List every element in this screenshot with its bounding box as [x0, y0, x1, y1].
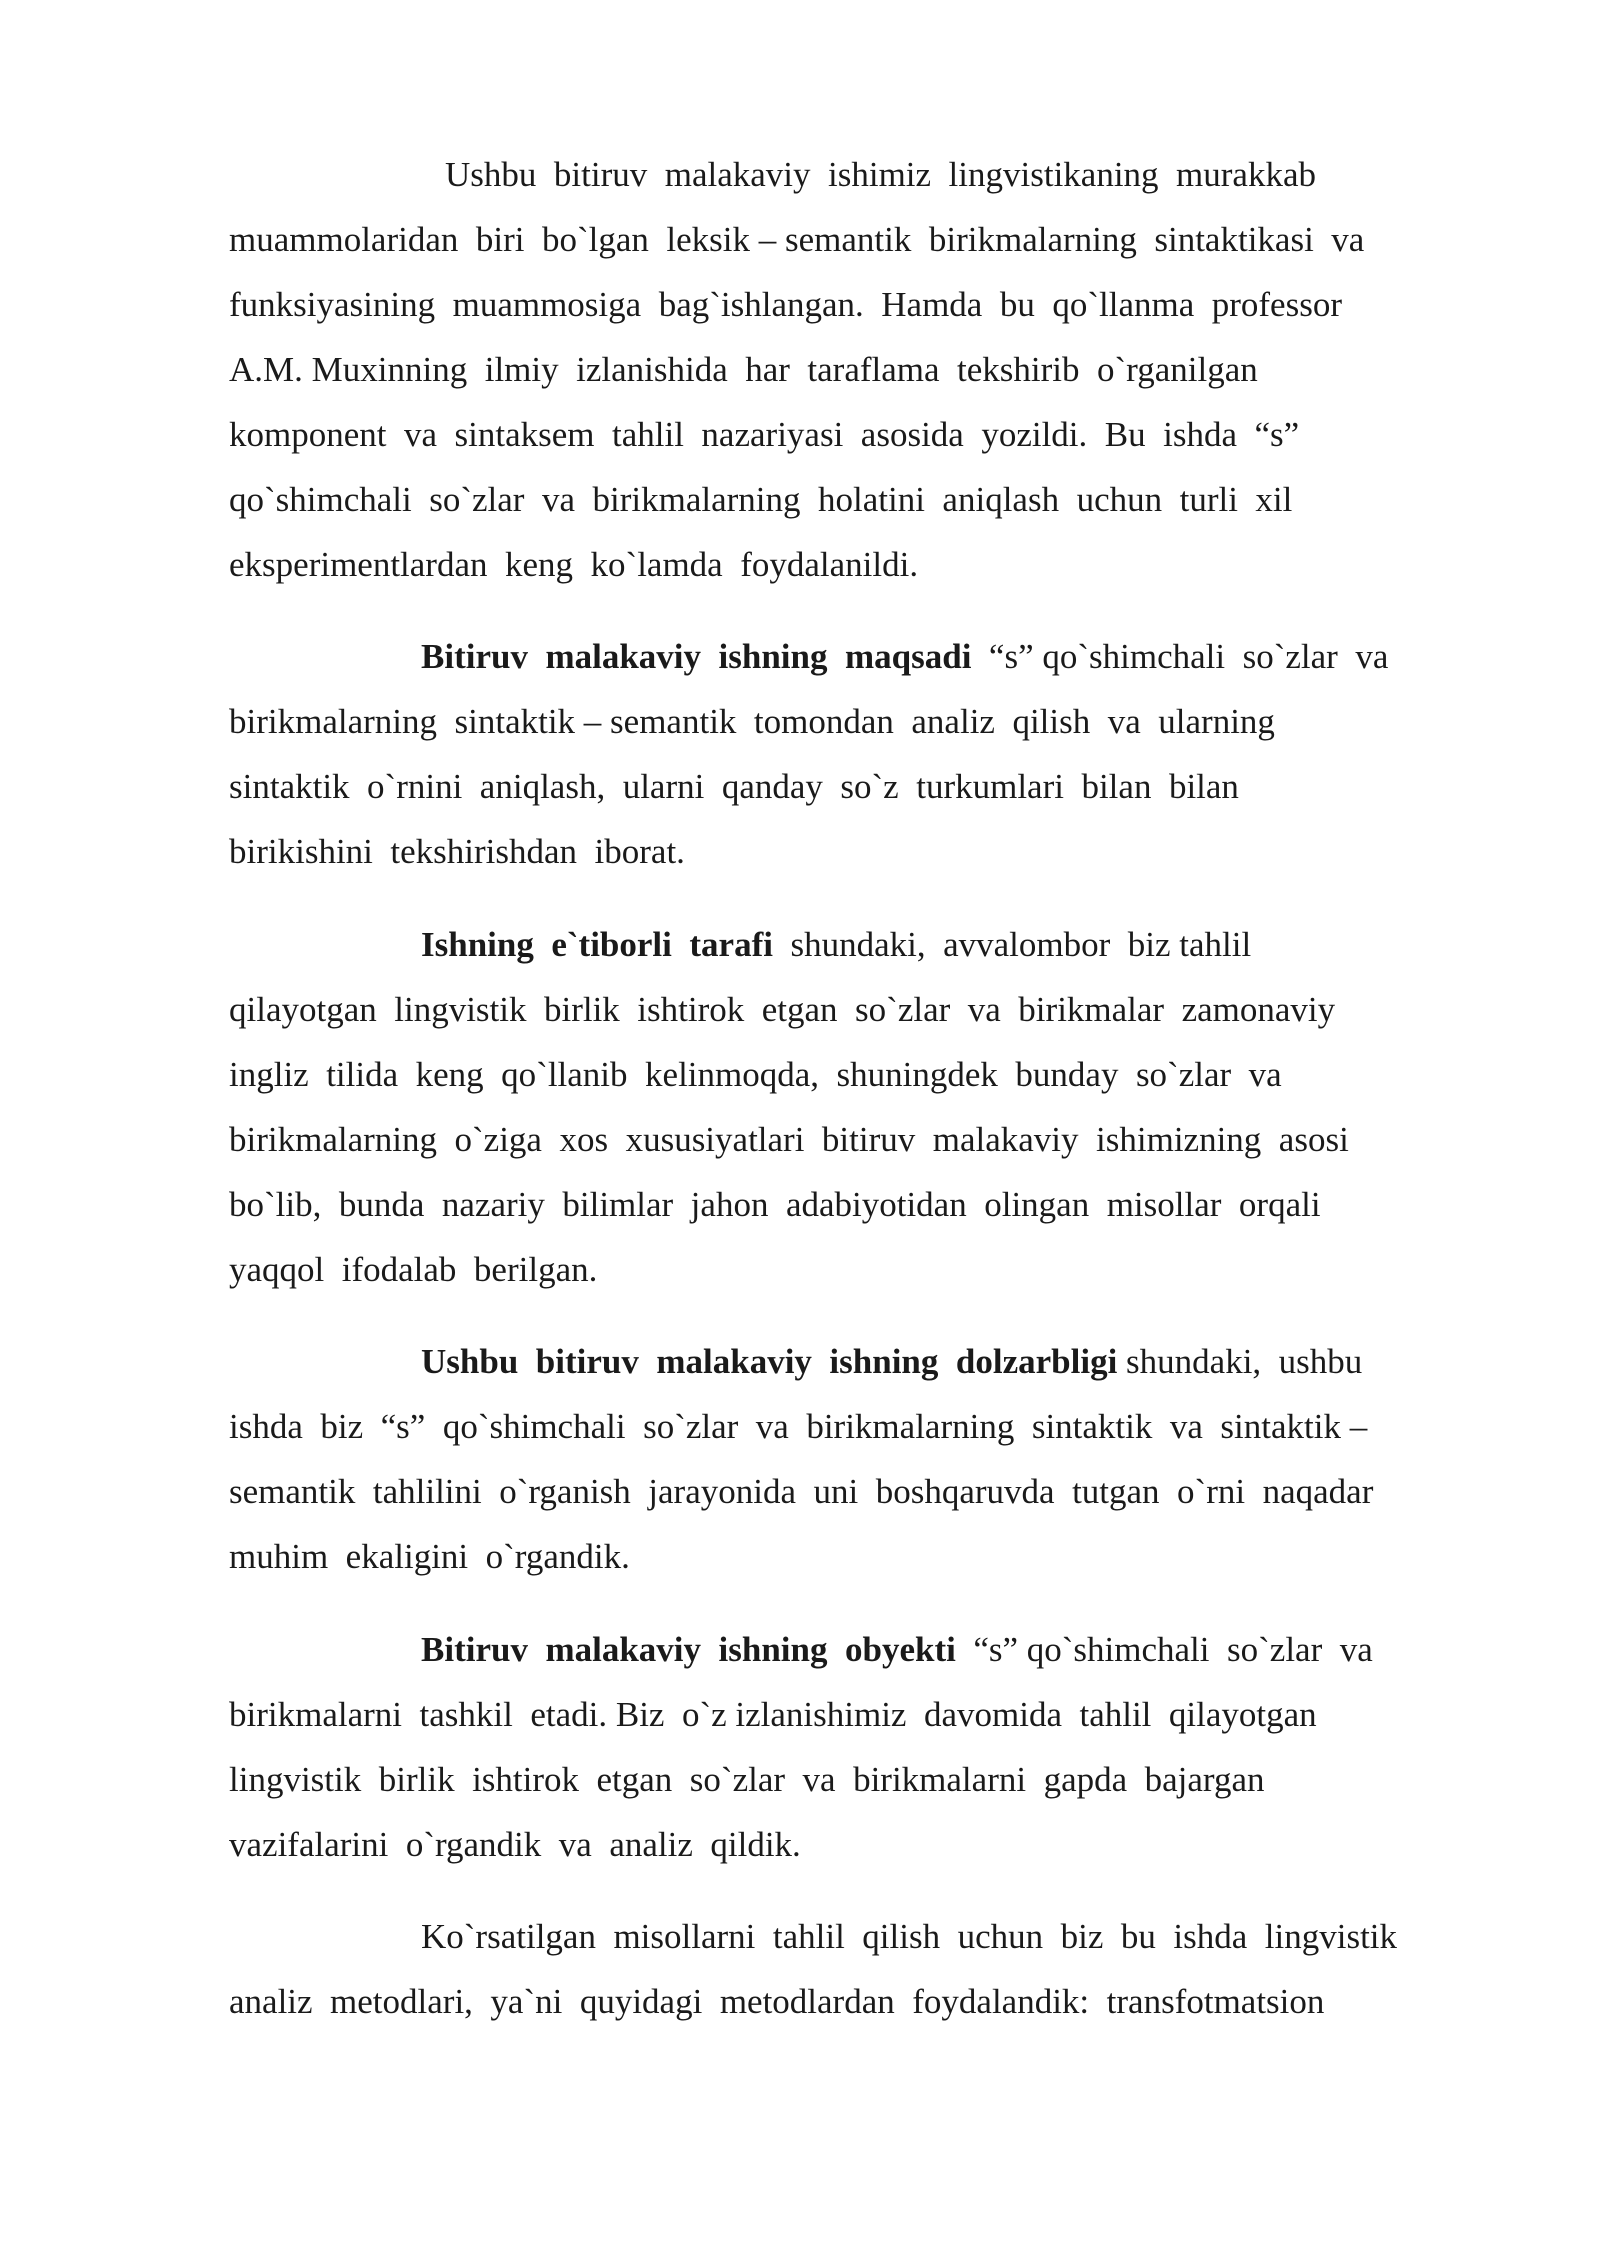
text-line: birikmalarning sintaktik – semantik tomondan analiz qilish va ularning [229, 702, 1275, 741]
text-line: birikishini tekshirishdan iborat. [229, 832, 685, 871]
text-line: analiz metodlari, ya`ni quyidagi metodlardan foydalandik: transfotmatsion [229, 1982, 1325, 2021]
text-line [421, 632, 1388, 682]
text-span: shundaki, ushbu [1117, 1342, 1363, 1381]
text-line: bo`lib, bunda nazariy bilimlar jahon adabiyotidan olingan misollar orqali [229, 1185, 1321, 1224]
text-line: A.M. Muxinning ilmiy izlanishida har taraflama tekshirib o`rganilgan [229, 350, 1258, 389]
text-line [421, 920, 1251, 970]
text-line: qo`shimchali so`zlar va birikmalarning holatini aniqlash uchun turli xil [229, 480, 1293, 519]
text-line: funksiyasining muammosiga bag`ishlangan. Hamda bu qo`llanma professor [229, 285, 1342, 324]
text-line: vazifalarini o`rgandik va analiz qildik. [229, 1825, 801, 1864]
bold-heading: Ushbu bitiruv malakaviy ishning dolzarbligi [421, 1342, 1118, 1381]
text-span: “s” qo`shimchali so`zlar va [955, 1630, 1373, 1669]
text-line: komponent va sintaksem tahlil nazariyasi asosida yozildi. Bu ishda “s” [229, 415, 1300, 454]
text-line: qilayotgan lingvistik birlik ishtirok etgan so`zlar va birikmalar zamonaviy [229, 990, 1336, 1029]
text-line [421, 1625, 1373, 1675]
text-line: ishda biz “s” qo`shimchali so`zlar va birikmalarning sintaktik va sintaktik – [229, 1407, 1368, 1446]
text-line: muhim ekaligini o`rgandik. [229, 1537, 630, 1576]
text-line: semantik tahlilini o`rganish jarayonida uni boshqaruvda tutgan o`rni naqadar [229, 1472, 1374, 1511]
text-line: birikmalarning o`ziga xos xususiyatlari bitiruv malakaviy ishimizning asosi [229, 1120, 1349, 1159]
bold-heading: Bitiruv malakaviy ishning maqsadi [421, 637, 972, 676]
text-line [421, 1337, 1362, 1387]
text-line: birikmalarni tashkil etadi. Biz o`z izlanishimiz davomida tahlil qilayotgan [229, 1695, 1317, 1734]
text-line: sintaktik o`rnini aniqlash, ularni qanday so`z turkumlari bilan bilan [229, 767, 1239, 806]
text-line: muammolaridan biri bo`lgan leksik – semantik birikmalarning sintaktikasi va [229, 220, 1365, 259]
text-line: yaqqol ifodalab berilgan. [229, 1250, 598, 1289]
text-line: Ushbu bitiruv malakaviy ishimiz lingvistikaning murakkab [445, 155, 1317, 194]
text-line: Ko`rsatilgan misollarni tahlil qilish uchun biz bu ishda lingvistik [421, 1917, 1398, 1956]
text-span: shundaki, avvalombor biz tahlil [772, 925, 1252, 964]
text-line: eksperimentlardan keng ko`lamda foydalanildi. [229, 545, 919, 584]
text-line: lingvistik birlik ishtirok etgan so`zlar va birikmalarni gapda bajargan [229, 1760, 1265, 1799]
text-span: “s” qo`shimchali so`zlar va [971, 637, 1389, 676]
bold-heading: Ishning e`tiborli tarafi [421, 925, 773, 964]
text-line: ingliz tilida keng qo`llanib kelinmoqda, shuningdek bunday so`zlar va [229, 1055, 1282, 1094]
bold-heading: Bitiruv malakaviy ishning obyekti [421, 1630, 956, 1669]
